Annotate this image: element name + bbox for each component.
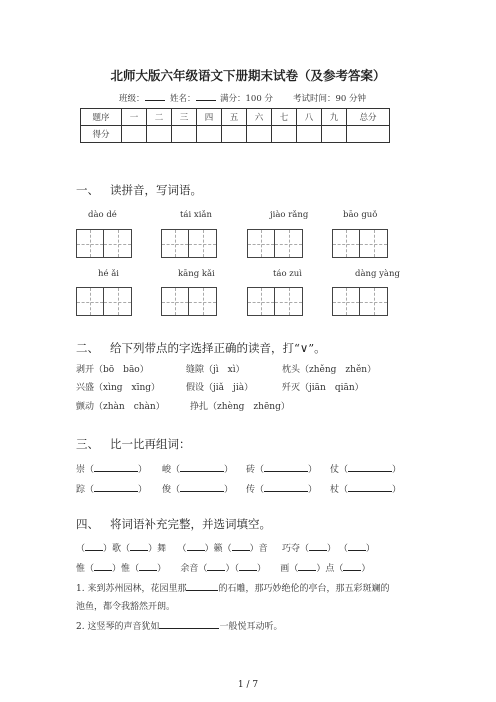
score-table: [80, 108, 390, 143]
word-compare-item: 崇（ ）: [76, 465, 148, 475]
section2-heading: [76, 340, 326, 356]
section-title: 将词语补充完整，并选词填空。: [109, 517, 271, 531]
pinyin-label: táo zuì: [273, 269, 302, 279]
score-header-cell: 六: [247, 109, 272, 126]
fill-sentence-1-cont: 池鱼，都令我豁然开朗。: [76, 602, 176, 612]
pinyin-label: tái xiǎn: [180, 210, 212, 220]
word-compare-item: 俊（ ）: [162, 485, 234, 495]
score-table-header-row: [81, 109, 390, 126]
fill-sentence-2: 2. 这竖琴的声音犹如 一般悦耳动听。: [76, 622, 283, 632]
name-label: 姓名：: [170, 94, 196, 104]
answer-blank[interactable]: [94, 483, 138, 492]
score-header-cell: 九: [322, 109, 347, 126]
answer-blank[interactable]: [343, 562, 361, 571]
score-table-score-row: [81, 126, 390, 143]
answer-blank[interactable]: [180, 483, 224, 492]
answer-blank[interactable]: [348, 483, 392, 492]
pinyin-label: kāng kǎi: [178, 269, 215, 279]
exam-time: 考试时间：90 分钟: [293, 94, 367, 104]
section-title: 读拼音，写词语。: [109, 183, 202, 197]
score-cell[interactable]: [247, 126, 272, 143]
word-compare-item: 传（ ）: [246, 485, 318, 495]
word-compare-item: 踪（ ）: [76, 485, 148, 495]
answer-blank[interactable]: [232, 542, 250, 551]
answer-blank[interactable]: [180, 463, 224, 472]
reading-choice[interactable]: 剥开（bō bāo）: [76, 365, 149, 375]
section-title: 给下列带点的字选择正确的读音，打“∨”。: [109, 341, 326, 355]
reading-choice[interactable]: 假设（jiǎ jià）: [186, 383, 254, 393]
writing-grid[interactable]: [161, 229, 217, 258]
answer-blank[interactable]: [309, 542, 327, 551]
score-row-label: 得分: [81, 126, 122, 143]
answer-blank[interactable]: [159, 620, 219, 629]
compare-char: 砖: [246, 465, 256, 475]
page-number: 1 / 7: [237, 680, 259, 690]
score-cell[interactable]: [272, 126, 297, 143]
reading-choice[interactable]: 挣扎（zhèng zhēng）: [190, 402, 290, 412]
score-header-cell: 二: [147, 109, 172, 126]
section-title: 比一比再组词：: [109, 437, 191, 451]
pinyin-label: dào dé: [88, 210, 117, 220]
section-number: 三、: [76, 437, 99, 451]
pinyin-label: dàng yàng: [355, 269, 400, 279]
score-cell[interactable]: [122, 126, 147, 143]
writing-grid[interactable]: [332, 287, 388, 316]
writing-grid[interactable]: [247, 287, 303, 316]
compare-char: 杖: [330, 485, 340, 495]
score-cell[interactable]: [197, 126, 222, 143]
reading-choice[interactable]: 歼灭（jiān qiān）: [282, 383, 364, 393]
score-header-cell: 五: [222, 109, 247, 126]
section3-heading: [76, 436, 190, 452]
reading-choice[interactable]: 兴盛（xìng xīng）: [76, 383, 161, 393]
idiom-row: 惟（ ）惟（ ） 余音（ ）（ ） 画（ ）点（ ）: [76, 564, 371, 574]
score-cell[interactable]: [147, 126, 172, 143]
writing-grid[interactable]: [247, 229, 303, 258]
answer-blank[interactable]: [130, 542, 148, 551]
writing-grid[interactable]: [76, 287, 132, 316]
score-header-cell: 八: [297, 109, 322, 126]
answer-blank[interactable]: [94, 463, 138, 472]
answer-blank[interactable]: [186, 582, 218, 591]
answer-blank[interactable]: [85, 542, 103, 551]
answer-blank[interactable]: [264, 483, 308, 492]
class-label: 班级：: [119, 94, 145, 104]
reading-choice[interactable]: 颤动（zhàn chàn）: [76, 402, 165, 412]
full-score: 满分：100 分: [220, 94, 273, 104]
answer-blank[interactable]: [348, 463, 392, 472]
pinyin-label: bāo guǒ: [343, 210, 378, 220]
score-header-cell: 一: [122, 109, 147, 126]
compare-char: 踪: [76, 485, 86, 495]
compare-char: 传: [246, 485, 256, 495]
writing-grid[interactable]: [76, 229, 132, 258]
section4-heading: [76, 516, 271, 532]
section-number: 四、: [76, 517, 99, 531]
answer-blank[interactable]: [207, 562, 225, 571]
answer-blank[interactable]: [139, 562, 157, 571]
answer-blank[interactable]: [187, 542, 205, 551]
class-field: [119, 92, 165, 104]
reading-choice[interactable]: 缝隙（jì xì）: [186, 365, 245, 375]
page-title: 北师大版六年级语文下册期末试卷（及参考答案）: [110, 68, 386, 83]
answer-blank[interactable]: [264, 463, 308, 472]
reading-choice[interactable]: 枕头（zhěng zhěn）: [282, 365, 377, 375]
compare-char: 峻: [162, 465, 172, 475]
word-compare-item: 砖（ ）: [246, 465, 318, 475]
compare-char: 仗: [330, 465, 340, 475]
idiom-row: （ ）歌（ ）舞 （ ）籁（ ）音 巧夺（ ） （ ）: [76, 544, 375, 554]
section-number: 一、: [76, 183, 99, 197]
compare-char: 俊: [162, 485, 172, 495]
section-number: 二、: [76, 341, 99, 355]
score-cell[interactable]: [322, 126, 347, 143]
score-header-cell: 题序: [81, 109, 122, 126]
score-header-cell: 三: [172, 109, 197, 126]
section1-heading: [76, 182, 202, 198]
word-compare-item: 杖（ ）: [330, 485, 402, 495]
name-blank[interactable]: [196, 92, 216, 101]
answer-blank[interactable]: [239, 562, 257, 571]
pinyin-label: hé ǎi: [98, 269, 119, 279]
score-header-cell: 总分: [347, 109, 390, 126]
word-compare-item: 仗（ ）: [330, 465, 402, 475]
answer-blank[interactable]: [348, 542, 366, 551]
fill-sentence-1: 1. 来到苏州园林，花园里那 的石雕，那巧妙绝伦的亭台，那五彩斑斓的: [76, 584, 390, 594]
answer-blank[interactable]: [298, 562, 316, 571]
score-cell[interactable]: [297, 126, 322, 143]
word-compare-item: 峻（ ）: [162, 465, 234, 475]
answer-blank[interactable]: [94, 562, 112, 571]
score-header-cell: 七: [272, 109, 297, 126]
score-header-cell: 四: [197, 109, 222, 126]
score-cell[interactable]: [172, 126, 197, 143]
writing-grid[interactable]: [332, 229, 388, 258]
class-blank[interactable]: [145, 92, 165, 101]
score-cell[interactable]: [347, 126, 390, 143]
compare-char: 崇: [76, 465, 86, 475]
writing-grid[interactable]: [161, 287, 217, 316]
score-cell[interactable]: [222, 126, 247, 143]
pinyin-label: jiào rǎng: [270, 210, 309, 220]
name-field: [170, 92, 216, 104]
